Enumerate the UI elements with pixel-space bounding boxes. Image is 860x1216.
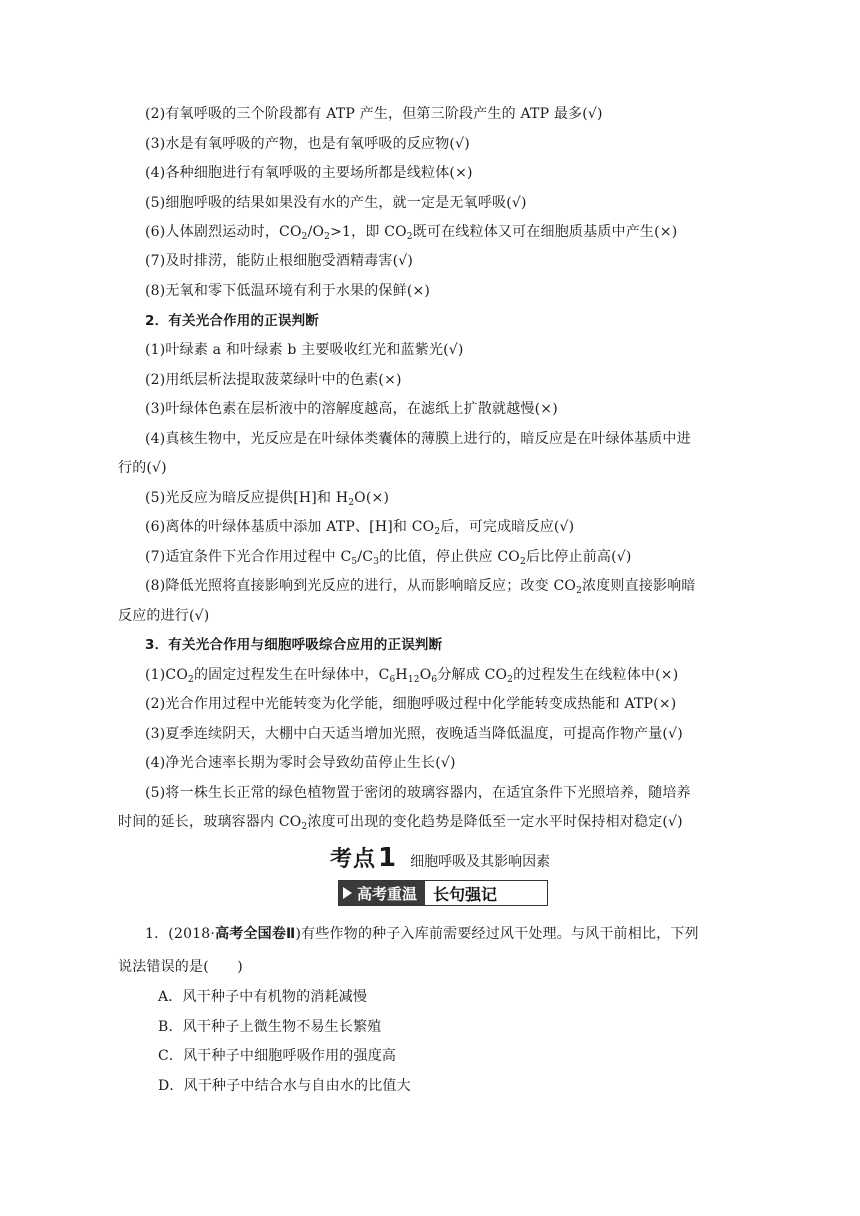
- s2-item-1: (1)叶绿素 a 和叶绿素 b 主要吸收红光和蓝紫光(√): [145, 342, 464, 358]
- option-a: A．风干种子中有机物的消耗减慢: [158, 989, 368, 1005]
- s3-item-5-cont: [118, 812, 683, 832]
- subscript: 2: [324, 232, 331, 242]
- section-3-heading: 3．有关光合作用与细胞呼吸综合应用的正误判断: [145, 637, 443, 653]
- subscript: 2: [576, 586, 583, 596]
- text: 时间的延长，玻璃容器内 CO: [118, 814, 302, 830]
- question-stem-cont: 说法错误的是( ): [118, 959, 243, 975]
- banner-left: [339, 881, 425, 905]
- s2-item-7: [145, 547, 632, 567]
- s2-item-2: (2)用纸层析法提取菠菜绿叶中的色素(×): [145, 372, 402, 388]
- subscript: 5: [351, 557, 358, 567]
- s3-item-3: (3)夏季连续阴天，大棚中白天适当增加光照，夜晚适当降低温度，可提高作物产量(√): [145, 726, 683, 742]
- text: /O: [307, 224, 325, 240]
- s2-item-3: (3)叶绿体色素在层析液中的溶解度越高，在滤纸上扩散就越慢(×): [145, 401, 558, 417]
- question-stem: [145, 924, 699, 944]
- s2-item-8: [145, 576, 696, 596]
- subscript: 2: [406, 232, 413, 242]
- s2-item-5: [145, 488, 389, 508]
- banner-left-label: 高考重温: [357, 884, 418, 903]
- subscript: 12: [407, 675, 420, 685]
- subscript: 2: [519, 557, 526, 567]
- s2-item-8-cont: 反应的进行(√): [118, 608, 210, 624]
- option-d: D．风干种子中结合水与自由水的比值大: [158, 1078, 411, 1094]
- kaodian-title: [330, 842, 550, 876]
- s3-item-5: (5)将一株生长正常的绿色植物置于密闭的玻璃容器内，在适宜条件下光照培养，随培养: [145, 785, 691, 801]
- s1-item-4: (4)各种细胞进行有氧呼吸的主要场所都是线粒体(×): [145, 165, 473, 181]
- text: H: [395, 667, 408, 683]
- review-banner: [338, 880, 548, 906]
- text: (6)离体的叶绿体基质中添加 ATP、[H]和 CO: [145, 519, 435, 535]
- text: /C: [357, 549, 374, 565]
- question-source: 高考全国卷Ⅱ: [215, 926, 296, 942]
- subscript: 2: [301, 822, 308, 832]
- text: 的比值，停止供应 CO: [379, 549, 520, 565]
- text: 后比停止前高(√): [525, 549, 632, 565]
- text: 浓度则直接影响暗: [582, 578, 696, 594]
- subscript: 2: [348, 498, 355, 508]
- banner-right-label: 长句强记: [425, 881, 505, 905]
- text: (5)光反应为暗反应提供[H]和 H: [145, 490, 349, 506]
- text: 的过程发生在线粒体中(×): [513, 667, 679, 683]
- subscript: 3: [373, 557, 380, 567]
- s1-item-7: (7)及时排涝，能防止根细胞受酒精毒害(√): [145, 253, 414, 269]
- s3-item-2: (2)光合作用过程中光能转变为化学能，细胞呼吸过程中化学能转变成热能和 ATP(×): [145, 696, 677, 712]
- text: (1)CO: [145, 667, 189, 683]
- s1-item-2: (2)有氧呼吸的三个阶段都有 ATP 产生，但第三阶段产生的 ATP 最多(√): [145, 106, 603, 122]
- option-b: B．风干种子上微生物不易生长繁殖: [158, 1019, 382, 1035]
- s2-item-4: (4)真核生物中，光反应是在叶绿体类囊体的薄膜上进行的，暗反应是在叶绿体基质中进: [145, 431, 691, 447]
- kaodian-subtitle: 细胞呼吸及其影响因素: [410, 854, 551, 870]
- kaodian-number: 1: [378, 843, 397, 873]
- s1-item-8: (8)无氧和零下低温环境有利于水果的保鲜(×): [145, 283, 431, 299]
- text: >1，即 CO: [330, 224, 407, 240]
- subscript: 2: [507, 675, 514, 685]
- s2-item-6: [145, 517, 574, 537]
- text: (6)人体剧烈运动时，CO: [145, 224, 302, 240]
- text: (8)降低光照将直接影响到光反应的进行，从而影响暗反应；改变 CO: [145, 578, 577, 594]
- text: 1．(2018·: [145, 926, 216, 942]
- s3-item-4: (4)净光合速率长期为零时会导致幼苗停止生长(√): [145, 755, 456, 771]
- text: O: [419, 667, 432, 683]
- s1-item-5: (5)细胞呼吸的结果如果没有水的产生，就一定是无氧呼吸(√): [145, 195, 527, 211]
- subscript: 6: [389, 675, 396, 685]
- text: 后，可完成暗反应(√): [440, 519, 575, 535]
- play-triangle-icon: [343, 887, 352, 899]
- option-c: C．风干种子中细胞呼吸作用的强度高: [158, 1048, 397, 1064]
- subscript: 2: [434, 527, 441, 537]
- subscript: 2: [188, 675, 194, 685]
- text: )有些作物的种子入库前需要经过风干处理。与风干前相比，下列: [295, 926, 699, 942]
- kaodian-label: 考点: [330, 847, 377, 872]
- section-2-heading: 2．有关光合作用的正误判断: [145, 313, 319, 329]
- s3-item-1: [145, 665, 678, 685]
- text: 既可在线粒体又可在细胞质基质中产生(×): [412, 224, 678, 240]
- text: 的固定过程发生在叶绿体中，C: [193, 667, 390, 683]
- subscript: 2: [301, 232, 308, 242]
- text: (7)适宜条件下光合作用过程中 C: [145, 549, 352, 565]
- text: 浓度可出现的变化趋势是降低至一定水平时保持相对稳定(√): [307, 814, 683, 830]
- s1-item-6: [145, 222, 677, 242]
- text: O(×): [354, 490, 390, 506]
- s2-item-4-cont: 行的(√): [118, 460, 167, 476]
- text: 分解成 CO: [437, 667, 508, 683]
- s1-item-3: (3)水是有氧呼吸的产物，也是有氧呼吸的反应物(√): [145, 136, 470, 152]
- subscript: 6: [431, 675, 438, 685]
